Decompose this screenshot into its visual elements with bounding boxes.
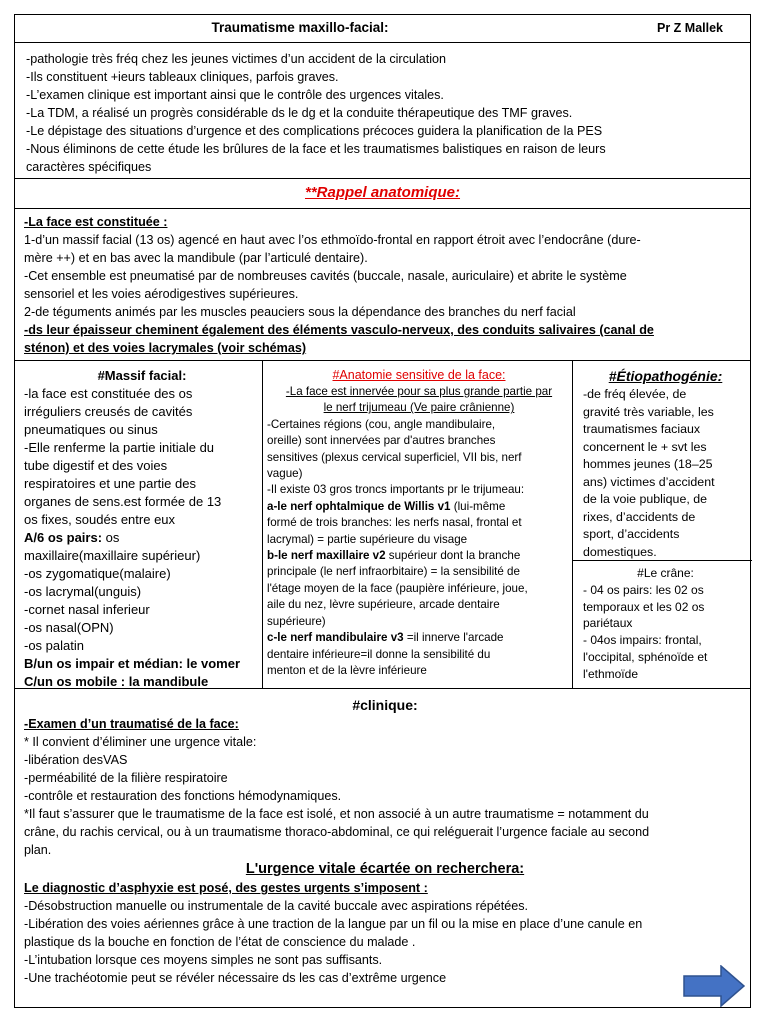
right-arrow-icon[interactable] bbox=[683, 965, 745, 1007]
face-line: -Cet ensemble est pneumatisé par de nombreuses cavités (buccale, nasale, auriculaire) et abrite le système bbox=[24, 269, 627, 283]
intro-section bbox=[15, 43, 750, 179]
face-heading: -La face est constituée : bbox=[24, 215, 168, 229]
massif-line: pneumatiques ou sinus bbox=[24, 422, 158, 437]
massif-title: #Massif facial: bbox=[97, 368, 187, 383]
etio-line: de la voie publique, de bbox=[583, 492, 708, 506]
massif-line: os fixes, soudés entre eux bbox=[24, 512, 176, 527]
face-line: sensoriel et les voies aérodigestives supérieures. bbox=[24, 287, 299, 301]
etio-line: -de fréq élevée, de bbox=[583, 387, 687, 401]
intro-line: caractères spécifiques bbox=[26, 160, 152, 174]
v2-line: aile du nez, lèvre supérieure, arcade dentaire bbox=[267, 598, 500, 612]
asphyxie-line: -Libération des voies aériennes grâce à une traction de la langue par un fil ou la mise en place d’une canule en bbox=[24, 917, 643, 931]
anatomie-intro: -La face est innervée pour sa plus grande partie par bbox=[285, 385, 553, 398]
asphyxie-heading: Le diagnostic d’asphyxie est posé, des gestes urgents s’imposent : bbox=[24, 881, 428, 895]
intro-line: -La TDM, a réalisé un progrès considérable ds le dg et la conduite thérapeutique des TMF graves. bbox=[26, 106, 573, 120]
pairs-rest: os bbox=[102, 530, 120, 545]
crane-line: l'ethmoïde bbox=[583, 666, 638, 681]
face-bold-line: -ds leur épaisseur cheminent également des éléments vasculo-nerveux, des conduits salivaires (canal de bbox=[24, 323, 654, 337]
face-bold-line: sténon) et des voies lacrymales (voir schémas) bbox=[24, 341, 307, 355]
etio-line: gravité très variable, les bbox=[583, 404, 714, 419]
crane-line: - 04 os pairs: les 02 os bbox=[583, 582, 704, 597]
pair-bone: -os palatin bbox=[24, 638, 84, 653]
mobile-bone: C/un os mobile : la mandibule bbox=[24, 674, 209, 689]
document-page bbox=[14, 14, 751, 1008]
face-line: mère ++) et en bas avec la mandibule (par l’articulé dentaire). bbox=[24, 251, 368, 265]
anatomie-title: #Anatomie sensitive de la face: bbox=[332, 368, 506, 382]
rappel-heading-row bbox=[15, 179, 750, 209]
massif-line: tube digestif et des voies bbox=[24, 458, 168, 473]
massif-line: irréguliers creusés de cavités bbox=[24, 404, 193, 419]
pair-bone: maxillaire(maxillaire supérieur) bbox=[24, 548, 201, 563]
v1-line: lacrymal) = partie supérieure du visage bbox=[267, 532, 468, 546]
v2-line: l'étage moyen de la face (paupière inférieure, joue, bbox=[267, 581, 528, 595]
anatomie-line: oreille) sont innervées par d'autres branches bbox=[267, 434, 496, 448]
etio-line: traumatismes faciaux bbox=[583, 422, 701, 436]
anatomie-sensitive-column bbox=[263, 361, 573, 688]
title-row bbox=[15, 15, 750, 43]
rappel-title: **Rappel anatomique: bbox=[304, 184, 461, 201]
urgence-title: L'urgence vitale écartée on recherchera: bbox=[245, 861, 525, 877]
crane-line: temporaux et les 02 os bbox=[583, 599, 705, 614]
massif-line: respiratoires et une partie des bbox=[24, 476, 196, 491]
exam-heading: -Examen d’un traumatisé de la face: bbox=[24, 717, 239, 731]
clinique-line: * Il convient d’éliminer une urgence vitale: bbox=[24, 735, 257, 749]
pairs-label: A/6 os pairs: bbox=[24, 530, 103, 545]
etio-line: ans) victimes d’accident bbox=[583, 474, 715, 489]
crane-box bbox=[573, 561, 752, 689]
author: Pr Z Mallek bbox=[657, 21, 723, 35]
impair-bone: B/un os impair et médian: le vomer bbox=[24, 656, 240, 671]
massif-line: organes de sens.est formée de 13 bbox=[24, 494, 222, 509]
crane-title: #Le crâne: bbox=[637, 566, 694, 580]
intro-line: -Le dépistage des situations d’urgence et des complications précoces guidera la planification de la PES bbox=[26, 124, 603, 138]
intro-line: -pathologie très fréq chez les jeunes victimes d’un accident de la circulation bbox=[26, 52, 447, 66]
clinique-title: #clinique: bbox=[352, 697, 418, 713]
face-line: 2-de téguments animés par les muscles peauciers sous la dépendance des branches du nerf facial bbox=[24, 305, 576, 319]
clinique-line: *Il faut s’assurer que le traumatisme de la face est isolé, et non associé à un autre traumatisme = notamment du bbox=[24, 807, 649, 821]
pair-bone: -os nasal(OPN) bbox=[24, 620, 114, 635]
pair-bone: -os lacrymal(unguis) bbox=[24, 584, 142, 599]
face-section bbox=[15, 209, 750, 361]
right-column bbox=[573, 361, 752, 688]
etio-line: domestiques. bbox=[583, 544, 657, 559]
three-column-section bbox=[15, 361, 750, 689]
anatomie-intro: le nerf trijumeau (Ve paire crânienne) bbox=[323, 401, 515, 415]
pair-bone: -os zygomatique(malaire) bbox=[24, 566, 171, 581]
v1-rest: (lui-même bbox=[450, 499, 506, 513]
v3-rest: =il innerve l'arcade bbox=[403, 631, 504, 645]
clinique-line: crâne, du rachis cervical, ou à un traumatisme thoraco-abdominal, ce qui reléguerait l’urgence faciale au second bbox=[24, 825, 650, 839]
clinique-line: -perméabilité de la filière respiratoire bbox=[24, 771, 228, 785]
massif-line: -la face est constituée des os bbox=[24, 386, 193, 401]
intro-line: -L’examen clinique est important ainsi que le contrôle des urgences vitales. bbox=[26, 88, 444, 102]
page-title: Traumatisme maxillo-facial: bbox=[211, 20, 389, 35]
v2-rest: supérieur dont la branche bbox=[385, 549, 521, 563]
crane-line: l'occipital, sphénoïde et bbox=[583, 649, 708, 664]
clinique-section bbox=[15, 689, 750, 1009]
clinique-line: -contrôle et restauration des fonctions hémodynamiques. bbox=[24, 789, 342, 803]
crane-line: - 04os impairs: frontal, bbox=[583, 633, 702, 648]
v1-label: a-le nerf ophtalmique de Willis v1 bbox=[267, 499, 451, 513]
etio-line: hommes jeunes (18–25 bbox=[583, 457, 713, 471]
anatomie-line: sensitives (plexus cervical superficiel, VII bis, nerf bbox=[267, 450, 522, 464]
v2-label: b-le nerf maxillaire v2 bbox=[267, 549, 386, 563]
v3-line: dentaire inférieure=il donne la sensibilité du bbox=[267, 647, 491, 661]
intro-line: -Nous éliminons de cette étude les brûlures de la face et les traumatismes balistiques en raison de leurs bbox=[26, 142, 606, 156]
asphyxie-line: -Désobstruction manuelle ou instrumentale de la cavité buccale avec aspirations répétées. bbox=[24, 899, 529, 913]
v2-line: principale (le nerf infraorbitaire) = la sensibilité de bbox=[267, 565, 520, 579]
asphyxie-line: -Une trachéotomie peut se révéler nécessaire ds les cas d’extrême urgence bbox=[24, 971, 447, 985]
asphyxie-line: plastique ds la bouche en fonction de l’état de conscience du malade . bbox=[24, 935, 416, 949]
troncs-line: -Il existe 03 gros troncs importants pr le trijumeau: bbox=[267, 483, 525, 497]
asphyxie-line: -L’intubation lorsque ces moyens simples ne sont pas suffisants. bbox=[24, 953, 383, 967]
anatomie-line: vague) bbox=[267, 467, 303, 481]
v3-line: menton et de la lèvre inférieure bbox=[267, 663, 427, 677]
v1-line: formé de trois branches: les nerfs nasal, frontal et bbox=[267, 516, 522, 530]
v3-label: c-le nerf mandibulaire v3 bbox=[267, 631, 404, 645]
v2-line: supérieure) bbox=[267, 614, 326, 628]
pair-bone: -cornet nasal inferieur bbox=[24, 602, 150, 617]
etiopathogenie-title: #Étiopathogénie: bbox=[608, 368, 723, 384]
massif-line: -Elle renferme la partie initiale du bbox=[24, 440, 215, 455]
clinique-line: plan. bbox=[24, 843, 52, 857]
etiopathogenie-box bbox=[573, 361, 752, 561]
intro-line: -Ils constituent +ieurs tableaux cliniques, parfois graves. bbox=[26, 70, 339, 84]
face-line: 1-d’un massif facial (13 os) agencé en haut avec l’os ethmoïdo-frontal en rapport étroit avec l’endocrâne (dure- bbox=[24, 233, 641, 247]
etio-line: sport, d’accidents bbox=[583, 527, 680, 541]
massif-facial-column bbox=[15, 361, 263, 688]
clinique-line: -libération desVAS bbox=[24, 753, 128, 767]
etio-line: rixes, d’accidents de bbox=[583, 509, 696, 524]
etio-line: concernent le + svt les bbox=[583, 439, 707, 454]
anatomie-line: -Certaines régions (cou, angle mandibulaire, bbox=[267, 417, 496, 431]
crane-line: pariétaux bbox=[583, 616, 633, 631]
